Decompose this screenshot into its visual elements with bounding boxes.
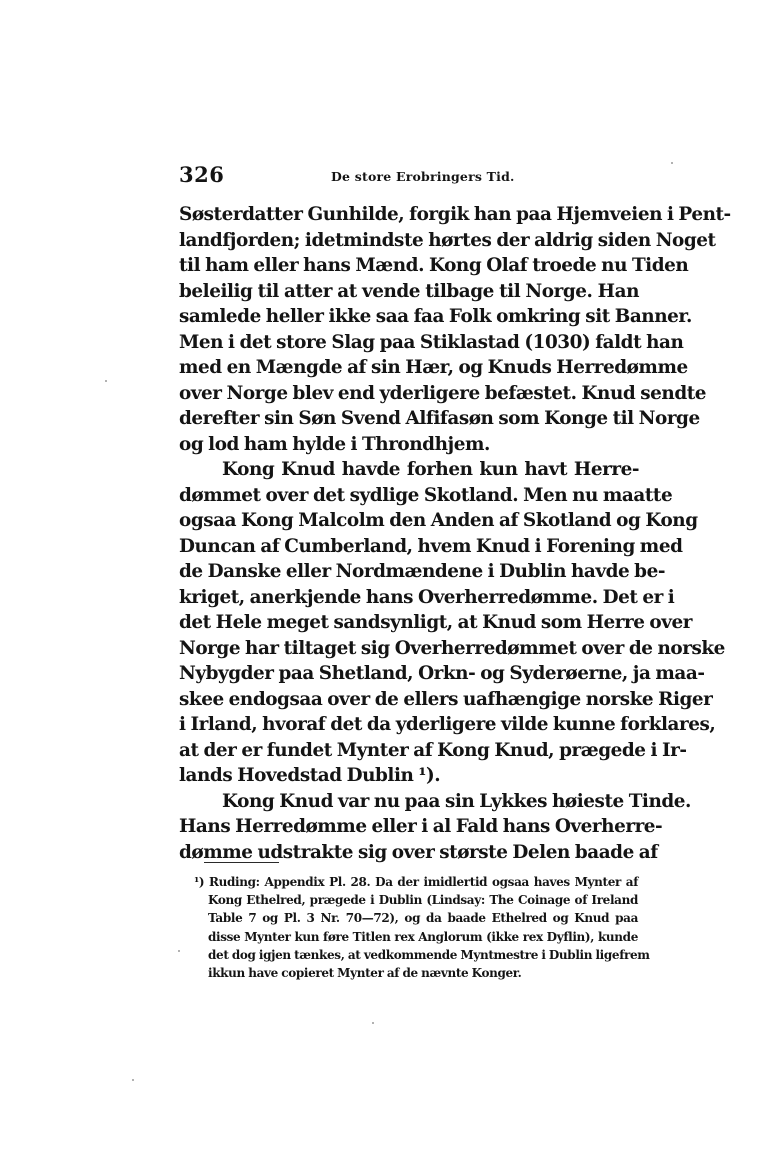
text-line: skee endogsaa over de ellers uafhængige norske Riger bbox=[179, 688, 713, 710]
paper-speck bbox=[105, 380, 107, 382]
text-line: Nybygder paa Shetland, Orkn- og Syderøerne, ja maa- bbox=[179, 663, 705, 684]
text-line: samlede heller ikke saa faa Folk omkring sit Banner. bbox=[179, 306, 692, 327]
page-header bbox=[179, 162, 639, 190]
text-line: i Irland, hvoraf det da yderligere vilde kunne forklares, bbox=[179, 714, 716, 735]
body-text bbox=[179, 202, 731, 865]
text-line: beleilig til atter at vende tilbage til Norge. Han bbox=[179, 280, 639, 302]
text-line: det Hele meget sandsynligt, at Knud som Herre over bbox=[179, 612, 692, 633]
text-line: Søsterdatter Gunhilde, forgik han paa Hjemveien i Pent- bbox=[179, 204, 731, 225]
text-line: Hans Herredømme eller i al Fald hans Overherre- bbox=[179, 816, 663, 837]
text-line: Men i det store Slag paa Stiklastad (1030) faldt han bbox=[179, 331, 684, 353]
text-line: dømme udstrakte sig over største Delen baade af bbox=[179, 841, 658, 863]
paper-speck bbox=[132, 1079, 134, 1081]
paper-speck bbox=[178, 950, 180, 952]
running-head: De store Erobringers Tid. bbox=[331, 169, 515, 184]
text-line: lands Hovedstad Dublin ¹). bbox=[179, 765, 441, 786]
footnote-line: Kong Ethelred, prægede i Dublin (Lindsay: The Coinage of Ireland bbox=[208, 893, 638, 908]
text-line: Kong Knud var nu paa sin Lykkes høieste Tinde. bbox=[222, 790, 691, 812]
footnote-line: ikkun have copieret Mynter af de nævnte Konger. bbox=[208, 965, 522, 980]
text-line: de Danske eller Nordmændene i Dublin havde be- bbox=[179, 561, 666, 582]
text-line: kriget, anerkjende hans Overherredømme. Det er i bbox=[179, 586, 675, 608]
footnote-line: det dog igjen tænkes, at vedkommende Myntmestre i Dublin ligefrem bbox=[208, 947, 650, 962]
text-line: over Norge blev end yderligere befæstet. Knud sendte bbox=[179, 382, 707, 404]
text-line: og lod ham hylde i Throndhjem. bbox=[179, 433, 490, 455]
text-line: Norge har tiltaget sig Overherredømmet over de norske bbox=[179, 637, 725, 659]
text-line: Kong Knud havde forhen kun havt Herre- bbox=[222, 459, 639, 480]
page-number: 326 bbox=[179, 162, 225, 187]
text-line: med en Mængde af sin Hær, og Knuds Herredømme bbox=[179, 357, 688, 378]
text-line: Duncan af Cumberland, hvem Knud i Forening med bbox=[179, 535, 683, 557]
paper-speck bbox=[372, 1022, 374, 1024]
paper-speck bbox=[671, 162, 673, 164]
text-line: ogsaa Kong Malcolm den Anden af Skotland og Kong bbox=[179, 510, 698, 531]
text-line: derefter sin Søn Svend Alfifasøn som Konge til Norge bbox=[179, 408, 700, 429]
footnote-line: ¹) Ruding: Appendix Pl. 28. Da der imidlertid ogsaa haves Mynter af bbox=[194, 875, 638, 889]
footnote-line: disse Mynter kun føre Titlen rex Anglorum (ikke rex Dyflin), kunde bbox=[208, 929, 638, 944]
text-line: dømmet over det sydlige Skotland. Men nu maatte bbox=[179, 484, 673, 506]
text-line: at der er fundet Mynter af Kong Knud, prægede i Ir- bbox=[179, 739, 687, 761]
footnote-line: Table 7 og Pl. 3 Nr. 70—72), og da baade Ethelred og Knud paa bbox=[208, 911, 638, 926]
text-line: til ham eller hans Mænd. Kong Olaf troede nu Tiden bbox=[179, 255, 689, 276]
footnote bbox=[194, 873, 650, 982]
footnote-divider bbox=[204, 862, 279, 863]
text-line: landfjorden; idetmindste hørtes der aldrig siden Noget bbox=[179, 229, 716, 251]
